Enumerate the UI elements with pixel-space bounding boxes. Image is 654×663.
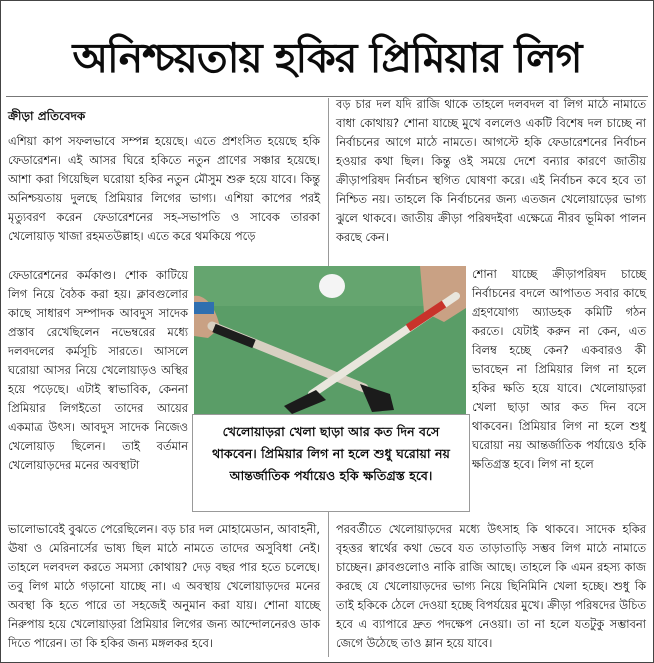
- article-column-left-bottom: [8, 520, 320, 653]
- photo-caption-box: [192, 414, 470, 512]
- paragraph: শোনা যাচ্ছে ক্রীড়াপরিষদ চাচ্ছে নির্বাচনের বদলে আপাতত সবার কাছে গ্রহণযোগ্য অ্যাডহক কমিটি গঠন করতে। যেটাই করুন না কেন, এত বিলম্ব হচ্ছে কেন? একবারও কী ভাবছেন না প্রিমিয়ার লিগ না হলে হকির ক্ষতি হয়ে যাবে। খেলোয়াড়রা খেলা ছাড়া আর কত দিন বসে থাকবেন। প্রিমিয়ার লিগ না হলে শুধু ঘরোয়া নয় আন্তর্জাতিক পর্যায়েও হকি ক্ষতিগ্রস্ত হবে। লিগ না হলে: [472, 267, 646, 471]
- byline: ক্রীড়া প্রতিবেদক: [8, 109, 86, 123]
- column-divider: [328, 512, 329, 657]
- photo-caption: খেলোয়াড়রা খেলা ছাড়া আর কত দিন বসে থাকবেন। প্রিমিয়ার লিগ না হলে শুধু ঘরোয়া নয় আন্তর্জাতিক পর্যায়েও হকি ক্ষতিগ্রস্ত হবে।: [212, 424, 450, 483]
- paragraph: ফেডারেশনের কর্মকাণ্ড। শোক কাটিয়ে লিগ নিয়ে বৈঠক করা হয়। ক্লাবগুলোর কাছে সাধারণ সম্পাদক আবদুস সাদেক প্রস্তাব রেখেছিলেন নভেম্বরের মধ্যে দলবদলের কর্মসূচি সারতে। আসলে ঘরোয়া আসর নিয়ে খেলোয়াড়ও অস্থির হয়ে পড়েছে। এটাই স্বাভাবিক, কেননা প্রিমিয়ার লিগইতো তাদের আয়ের একমাত্র উৎস। আবদুস সাদেক নিজেও খেলোয়াড় ছিলেন। তাই বর্তমান খেলোয়াড়দের মনের অবস্থাটা: [8, 268, 188, 472]
- article-column-right-top: [336, 95, 646, 247]
- hockey-scene-illustration: [194, 266, 466, 414]
- article-column-right-wrap: [472, 265, 646, 474]
- paragraph: ভালোভাবেই বুঝতে পেরেছিলেন। বড় চার দল মোহামেডান, আবাহনী, ঊষা ও মেরিনার্সের ভাষ্য ছিল মাঠে নামতে তাদের অসুবিধা নেই। তাহলে দলবদল করতে সমস্যা কোথায়? দেড় বছর পার হতে চলেছে। তবু লিগ মাঠে গড়ানো যাচ্ছে না। এ অবস্থায় খেলোয়াড়দের মনের অবস্থা কি হতে পারে তা সহজেই অনুমান করা যায়। শোনা যাচ্ছে নিরুপায় হয়ে খেলোয়াড়রা প্রিমিয়ার লিগের জন্য আন্দোলনেরও ডাক দিতে পারেন। তা কি হকির জন্য মঙ্গলকর হবে।: [8, 522, 320, 650]
- article-column-left-top: [8, 132, 320, 246]
- article-column-right-bottom: [336, 520, 646, 653]
- ball-icon: [319, 274, 345, 298]
- column-divider: [328, 98, 329, 266]
- hockey-photo: [194, 266, 466, 414]
- paragraph: এশিয়া কাপ সফলভাবে সম্পন্ন হয়েছে। এতে প্রশংসিত হয়েছে হকি ফেডারেশন। এই আসর ঘিরে হকিতে নতুন প্রাণের সঞ্চার হয়েছে। আশা করা গিয়েছিল ঘরোয়া হকির নতুন মৌসুম শুরু হয়ে যাবে। কিন্তু অনিশ্চয়তায় দুলছে প্রিমিয়ার লিগের ভাগ্য। এশিয়া কাপের পরই মৃত্যুবরণ করেন ফেডারেশনের সহ-সভাপতি ও সাবেক তারকা খেলোয়াড় খাজা রহমতউল্লাহ। এতে করে থমকিয়ে পড়ে: [8, 134, 320, 243]
- article-headline: অনিশ্চয়তায় হকির প্রিমিয়ার লিগ: [72, 34, 582, 82]
- article-column-left-wrap: [8, 266, 188, 475]
- paragraph: পরবর্তীতে খেলোয়াড়দের মধ্যে উৎসাহ কি থাকবে। সাদেক হকির বৃহত্তর স্বার্থের কথা ভেবে যত তাড়াতাড়ি সম্ভব লিগ মাঠে নামাতে চাচ্ছেন। ক্লাবগুলোও নাকি রাজি আছে। তাহলে কি এমন রহস্য কাজ করছে যে খেলোয়াড়দের ভাগ্য নিয়ে ছিনিমিনি খেলা হচ্ছে। শুধু কি তাই হকিকে ঠেলে দেওয়া হচ্ছে বিপর্যয়ের মুখে। ক্রীড়া পরিষদের উচিত হবে এ ব্যাপারে দ্রুত পদক্ষেপ নেওয়া। তা না হলে যতটুকু সম্ভাবনা জেগে উঠেছে তাও ম্লান হয়ে যাবে।: [336, 522, 646, 650]
- paragraph: বড় চার দল যদি রাজি থাকে তাহলে দলবদল বা লিগ মাঠে নামাতে বাধা কোথায়? শোনা যাচ্ছে মুখে বললেও একটি বিশেষ দল চাচ্ছে না নির্বাচনের আগে মাঠে নামতে। আগস্টে হকি ফেডারেশনের নির্বাচন হওয়ার কথা ছিল। কিন্তু ওই সময়ে দেশে বন্যার কারণে জাতীয় ক্রীড়াপরিষদ নির্বাচন স্থগিত ঘোষণা করে। এই নির্বাচন কবে হবে তা নিশ্চিত নয়। তাহলে কি নির্বাচনের জন্য এতজন খেলোয়াড়ের ভাগ্য ঝুলে থাকবে। জাতীয় ক্রীড়া পরিষদইবা এক্ষেত্রে নীরব ভূমিকা পালন করছে কেন।: [336, 97, 646, 244]
